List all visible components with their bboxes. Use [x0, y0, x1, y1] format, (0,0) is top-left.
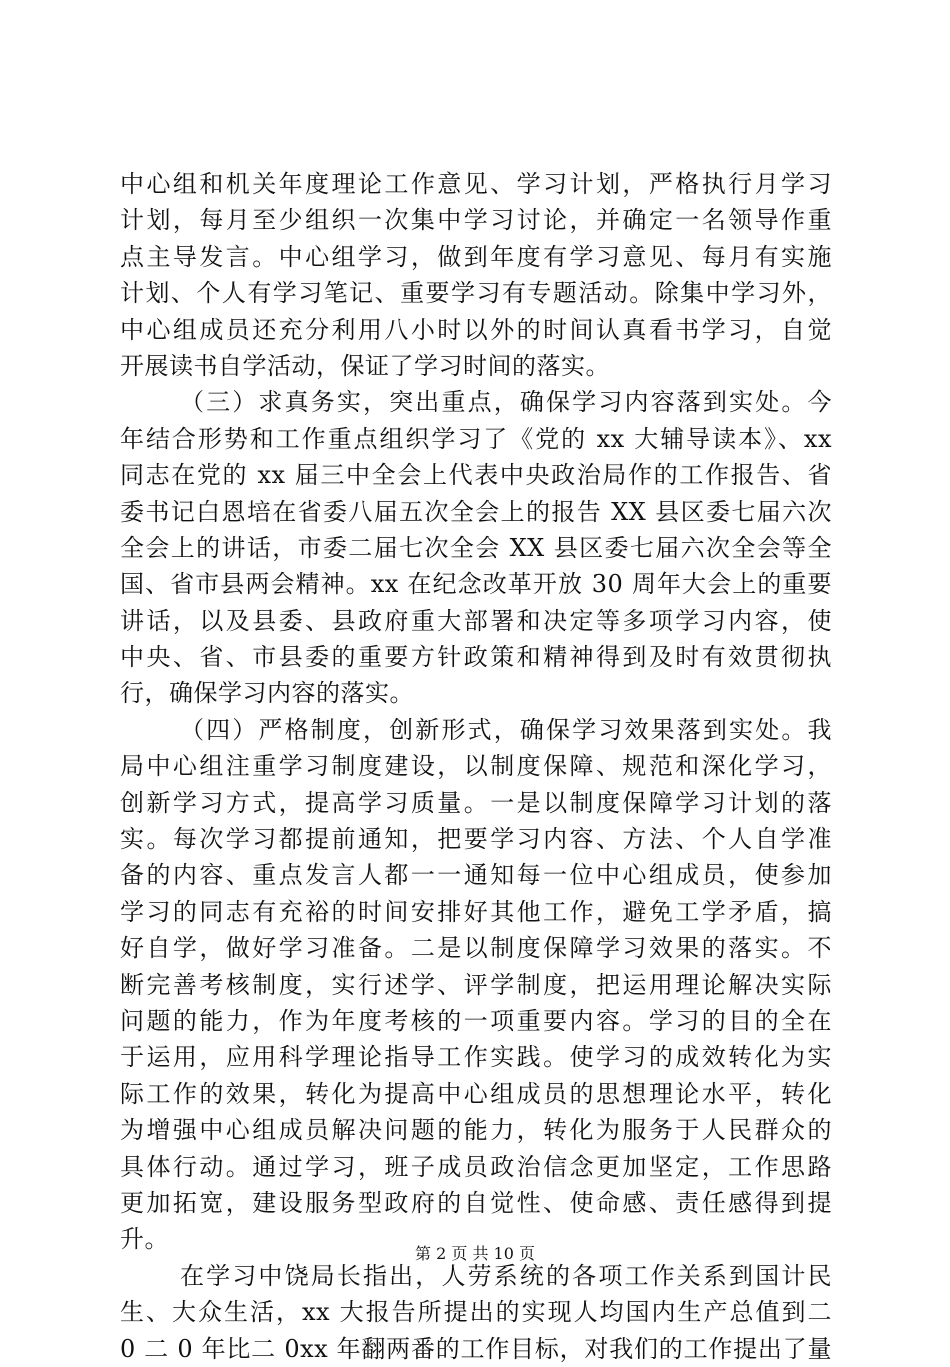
- text-line: 学习的同志有充裕的时间安排好其他工作，避免工学矛盾，搞: [120, 897, 832, 926]
- text-line: 断完善考核制度，实行述学、评学制度，把运用理论解决实际: [120, 970, 832, 999]
- text-line: 同志在党的 xx 届三中全会上代表中央政治局作的工作报告、省: [120, 461, 832, 490]
- text-line: 中央、省、市县委的重要方针政策和精神得到及时有效贯彻执: [120, 643, 832, 672]
- text-line: 生、大众生活，xx 大报告所提出的实现人均国内生产总值到二: [120, 1298, 832, 1327]
- text-line: 国、省市县两会精神。xx 在纪念改革开放 30 周年大会上的重要: [120, 570, 832, 599]
- text-line: （三）求真务实，突出重点，确保学习内容落到实处。今: [180, 388, 832, 417]
- text-line: 开展读书自学活动，保证了学习时间的落实。: [120, 351, 610, 380]
- text-line: 在学习中饶局长指出，人劳系统的各项工作关系到国计民: [180, 1261, 832, 1290]
- text-line: 更加拓宽，建设服务型政府的自觉性、使命感、责任感得到提: [120, 1188, 832, 1217]
- text-line: 点主导发言。中心组学习，做到年度有学习意见、每月有实施: [120, 242, 832, 271]
- text-line: 年结合形势和工作重点组织学习了《党的 xx 大辅导读本》、xx: [120, 424, 832, 453]
- text-line: 升。: [120, 1225, 169, 1254]
- document-body: [120, 166, 832, 1367]
- text-line: 行，确保学习内容的落实。: [120, 679, 414, 708]
- text-line: 问题的能力，作为年度考核的一项重要内容。学习的目的全在: [120, 1006, 832, 1035]
- text-line: 计划，每月至少组织一次集中学习讨论，并确定一名领导作重: [120, 206, 832, 235]
- text-line: 际工作的效果，转化为提高中心组成员的思想理论水平，转化: [120, 1079, 832, 1108]
- text-line: 讲话，以及县委、县政府重大部署和决定等多项学习内容，使: [120, 606, 832, 635]
- text-line: 全会上的讲话，市委二届七次全会 XX 县区委七届六次全会等全: [120, 533, 832, 562]
- text-line: 计划、个人有学习笔记、重要学习有专题活动。除集中学习外，: [120, 279, 832, 308]
- text-line: 备的内容、重点发言人都一一通知每一位中心组成员，使参加: [120, 861, 832, 890]
- text-line: 好自学，做好学习准备。二是以制度保障学习效果的落实。不: [120, 934, 832, 963]
- text-line: 局中心组注重学习制度建设，以制度保障、规范和深化学习，: [120, 752, 832, 781]
- text-line: 中心组和机关年度理论工作意见、学习计划，严格执行月学习: [120, 170, 832, 198]
- text-line: 创新学习方式，提高学习质量。一是以制度保障学习计划的落: [120, 788, 832, 817]
- text-line: 中心组成员还充分利用八小时以外的时间认真看书学习，自觉: [120, 315, 832, 344]
- text-line: （四）严格制度，创新形式，确保学习效果落到实处。我: [180, 715, 832, 744]
- text-line: 0 二 0 年比二 0xx 年翻两番的工作目标，对我们的工作提出了量: [120, 1334, 832, 1363]
- text-line: 实。每次学习都提前通知，把要学习内容、方法、个人自学准: [120, 825, 832, 854]
- text-line: 具体行动。通过学习，班子成员政治信念更加坚定，工作思路: [120, 1152, 832, 1181]
- text-line: 为增强中心组成员解决问题的能力，转化为服务于人民群众的: [120, 1116, 832, 1145]
- text-line: 委书记白恩培在省委八届五次全会上的报告 XX 县区委七届六次: [120, 497, 832, 526]
- text-line: 于运用，应用科学理论指导工作实践。使学习的成效转化为实: [120, 1043, 832, 1072]
- page-footer: 第 2 页 共 10 页: [415, 1244, 535, 1263]
